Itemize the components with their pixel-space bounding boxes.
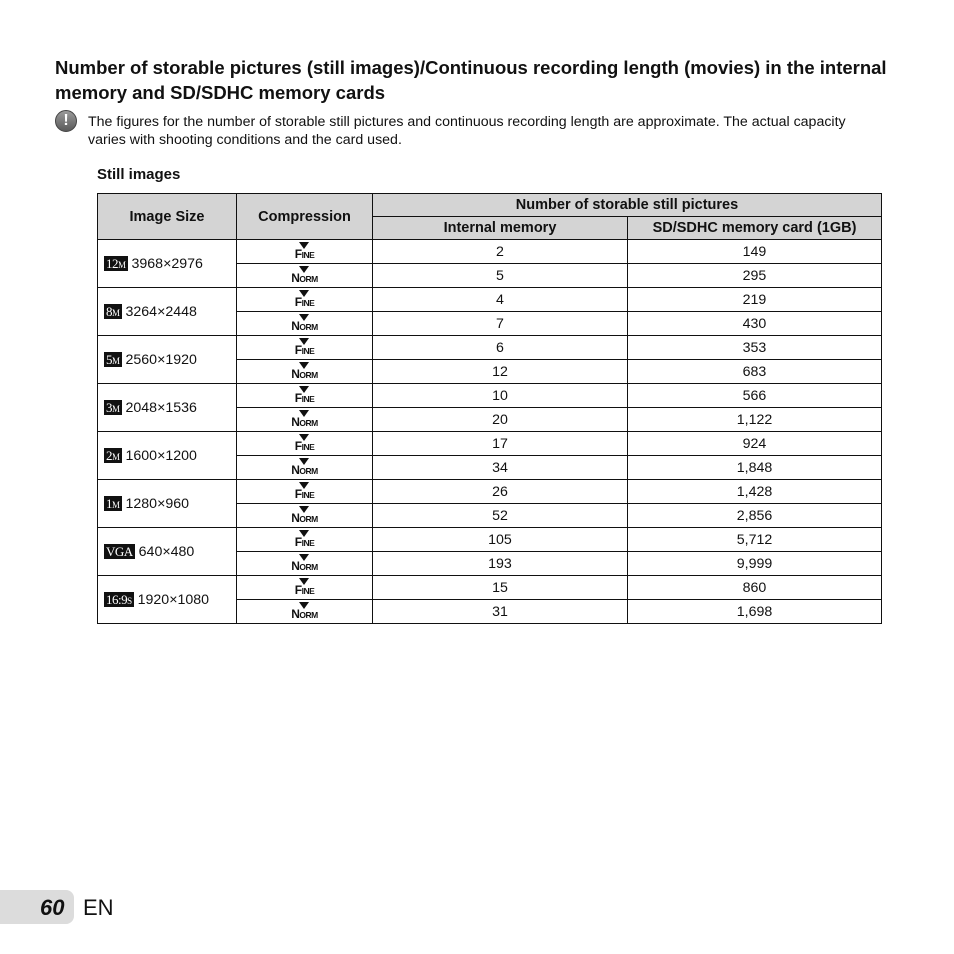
sd-card-value: 295 — [628, 264, 882, 288]
compression-cell — [237, 408, 373, 432]
compression-cell — [237, 360, 373, 384]
compression-cell — [237, 240, 373, 264]
table-row — [98, 384, 882, 408]
page-title: Number of storable pictures (still images)/Continuous recording length (movies) in the internal memory and SD/SDHC memory cards — [55, 57, 887, 103]
internal-memory-value: 12 — [373, 360, 628, 384]
header-sd-card: SD/SDHC memory card (1GB) — [628, 217, 882, 240]
compression-cell — [237, 528, 373, 552]
image-size-cell — [98, 432, 237, 480]
fine-quality-icon: FINE — [295, 482, 315, 500]
compression-cell — [237, 552, 373, 576]
fine-quality-icon: FINE — [295, 386, 315, 404]
compression-cell — [237, 480, 373, 504]
internal-memory-value: 34 — [373, 456, 628, 480]
sd-card-value: 9,999 — [628, 552, 882, 576]
table-row — [98, 480, 882, 504]
image-size-icon: 5M — [106, 352, 120, 368]
compression-cell — [237, 312, 373, 336]
internal-memory-value: 105 — [373, 528, 628, 552]
sd-card-value: 1,848 — [628, 456, 882, 480]
compression-cell — [237, 456, 373, 480]
image-size-icon: VGA — [106, 544, 133, 560]
exclamation-icon: ! — [55, 110, 77, 132]
image-size-cell — [98, 336, 237, 384]
resolution-label: 2560×1920 — [125, 351, 197, 368]
header-internal-memory: Internal memory — [373, 217, 628, 240]
norm-quality-icon: NORM — [291, 314, 318, 332]
image-size-cell — [98, 576, 237, 624]
sd-card-value: 860 — [628, 576, 882, 600]
internal-memory-value: 20 — [373, 408, 628, 432]
resolution-label: 1920×1080 — [137, 591, 210, 608]
header-compression: Compression — [237, 194, 373, 240]
internal-memory-value: 31 — [373, 600, 628, 624]
internal-memory-value: 10 — [373, 384, 628, 408]
compression-cell — [237, 576, 373, 600]
language-label: EN — [83, 895, 114, 920]
table-row — [98, 576, 882, 600]
table-body — [98, 240, 882, 624]
internal-memory-value: 193 — [373, 552, 628, 576]
compression-cell — [237, 264, 373, 288]
resolution-label: 3968×2976 — [131, 255, 203, 272]
norm-quality-icon: NORM — [291, 362, 318, 380]
table-row — [98, 288, 882, 312]
sd-card-value: 1,698 — [628, 600, 882, 624]
page-number: 60 — [40, 895, 65, 920]
image-size-icon: 2M — [106, 448, 120, 464]
resolution-label: 640×480 — [138, 543, 195, 560]
section-title: Still images — [97, 166, 181, 183]
compression-cell — [237, 504, 373, 528]
table-row — [98, 336, 882, 360]
sd-card-value: 1,122 — [628, 408, 882, 432]
sd-card-value: 924 — [628, 432, 882, 456]
resolution-label: 1600×1200 — [125, 447, 197, 464]
fine-quality-icon: FINE — [295, 434, 315, 452]
image-size-icon: 12M — [106, 256, 126, 272]
image-size-icon: 3M — [106, 400, 120, 416]
image-size-icon: 16:9S — [106, 592, 132, 608]
internal-memory-value: 6 — [373, 336, 628, 360]
image-size-icon: 8M — [106, 304, 120, 320]
image-size-cell — [98, 288, 237, 336]
resolution-label: 3264×2448 — [125, 303, 197, 320]
sd-card-value: 430 — [628, 312, 882, 336]
sd-card-value: 683 — [628, 360, 882, 384]
compression-cell — [237, 384, 373, 408]
image-size-cell — [98, 240, 237, 288]
norm-quality-icon: NORM — [291, 266, 318, 284]
image-size-cell — [98, 384, 237, 432]
header-image-size: Image Size — [98, 194, 237, 240]
compression-cell — [237, 336, 373, 360]
internal-memory-value: 2 — [373, 240, 628, 264]
internal-memory-value: 4 — [373, 288, 628, 312]
compression-cell — [237, 600, 373, 624]
norm-quality-icon: NORM — [291, 410, 318, 428]
note-text: The figures for the number of storable still pictures and continuous recording length are approximate. The actual capacity varies with shooting conditions and the card used. — [88, 114, 846, 148]
image-size-cell — [98, 528, 237, 576]
fine-quality-icon: FINE — [295, 338, 315, 356]
internal-memory-value: 5 — [373, 264, 628, 288]
image-size-icon: 1M — [106, 496, 120, 512]
fine-quality-icon: FINE — [295, 530, 315, 548]
fine-quality-icon: FINE — [295, 242, 315, 260]
resolution-label: 2048×1536 — [125, 399, 197, 416]
table-row — [98, 240, 882, 264]
internal-memory-value: 52 — [373, 504, 628, 528]
fine-quality-icon: FINE — [295, 290, 315, 308]
norm-quality-icon: NORM — [291, 602, 318, 620]
sd-card-value: 219 — [628, 288, 882, 312]
header-storable-pictures: Number of storable still pictures — [373, 194, 882, 217]
sd-card-value: 2,856 — [628, 504, 882, 528]
sd-card-value: 353 — [628, 336, 882, 360]
resolution-label: 1280×960 — [125, 495, 190, 512]
internal-memory-value: 7 — [373, 312, 628, 336]
sd-card-value: 1,428 — [628, 480, 882, 504]
internal-memory-value: 26 — [373, 480, 628, 504]
sd-card-value: 149 — [628, 240, 882, 264]
norm-quality-icon: NORM — [291, 506, 318, 524]
sd-card-value: 5,712 — [628, 528, 882, 552]
internal-memory-value: 15 — [373, 576, 628, 600]
norm-quality-icon: NORM — [291, 458, 318, 476]
norm-quality-icon: NORM — [291, 554, 318, 572]
internal-memory-value: 17 — [373, 432, 628, 456]
compression-cell — [237, 288, 373, 312]
storage-table — [97, 193, 882, 624]
table-row — [98, 528, 882, 552]
sd-card-value: 566 — [628, 384, 882, 408]
table-row — [98, 432, 882, 456]
fine-quality-icon: FINE — [295, 578, 315, 596]
image-size-cell — [98, 480, 237, 528]
compression-cell — [237, 432, 373, 456]
